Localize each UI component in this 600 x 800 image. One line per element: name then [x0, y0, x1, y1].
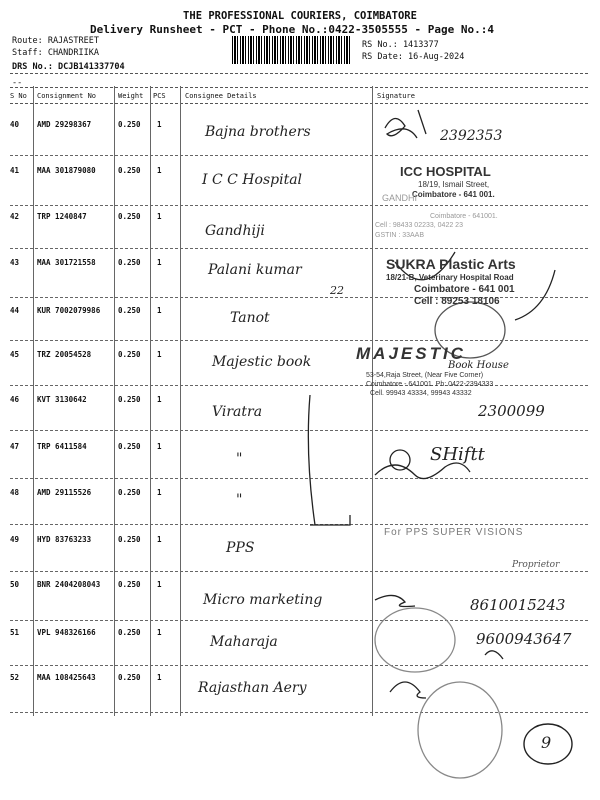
row-consignee: Gandhiji	[205, 223, 265, 239]
row-consignment: BNR 2404208043	[37, 580, 101, 589]
gandhi-stamp-gstin: GSTIN : 33AAB	[375, 232, 425, 239]
gandhi-stamp-address: Coimbatore - 641001.	[430, 213, 498, 220]
majestic-stamp-address: 53-54,Raja Street, (Near Five Corner)	[366, 372, 484, 379]
row-pcs: 1	[157, 350, 162, 359]
gandhi-stamp-cell: Cell : 98433 02233, 0422 23	[375, 222, 463, 229]
row-weight: 0.250	[118, 258, 141, 267]
row-signature: 22	[330, 284, 344, 297]
row-pcs: 1	[157, 120, 162, 129]
row-consignee: Maharaja	[210, 634, 278, 650]
col-weight: Weight	[118, 92, 144, 100]
majestic-stamp-name: MAJESTIC	[356, 344, 466, 363]
row-signature: 2300099	[478, 402, 545, 420]
row-pcs: 1	[157, 535, 162, 544]
row-pcs: 1	[157, 442, 162, 451]
row-weight: 0.250	[118, 628, 141, 637]
drs-number: DRS No.: DCJB141337704	[12, 62, 125, 72]
row-signature: SHiftt	[430, 444, 485, 465]
row-consignment: TRZ 20054528	[37, 350, 92, 359]
row-weight: 0.250	[118, 488, 141, 497]
col-signature: Signature	[377, 92, 415, 100]
row-sno: 49	[10, 535, 20, 544]
row-consignment: HYD 83763233	[37, 535, 92, 544]
row-consignment: TRP 1240847	[37, 212, 87, 221]
majestic-stamp-cell: Cell. 99943 43334, 99943 43332	[370, 390, 472, 397]
row-consignee: "	[236, 492, 243, 508]
row-weight: 0.250	[118, 350, 141, 359]
sukra-stamp-name: SUKRA Plastic Arts	[386, 256, 516, 272]
row-consignment: AMD 29298367	[37, 120, 92, 129]
row-sno: 47	[10, 442, 20, 451]
gandhi-stamp-name: GANDHI	[382, 193, 418, 203]
icc-stamp-address: 18/19, Ismail Street,	[418, 180, 490, 189]
row-sno: 43	[10, 258, 20, 267]
col-consignment: Consignment No	[37, 92, 97, 100]
col-consignee: Consignee Details	[185, 92, 257, 100]
col-pcs: PCS	[153, 92, 166, 100]
row-sno: 44	[10, 306, 20, 315]
row-sno: 40	[10, 120, 20, 129]
row-weight: 0.250	[118, 306, 141, 315]
row-weight: 0.250	[118, 580, 141, 589]
sukra-stamp-cell: Cell : 89253 18106	[414, 296, 500, 307]
majestic-stamp-sub: Book House	[448, 360, 509, 371]
row-weight: 0.250	[118, 395, 141, 404]
row-pcs: 1	[157, 212, 162, 221]
row-pcs: 1	[157, 673, 162, 682]
bottom-circled-mark: 9	[541, 733, 552, 752]
row-consignee: I C C Hospital	[202, 172, 303, 188]
row-sno: 50	[10, 580, 20, 589]
row-signature: 2392353	[440, 128, 503, 144]
row-pcs: 1	[157, 306, 162, 315]
row-pcs: 1	[157, 628, 162, 637]
pps-stamp-name: For PPS SUPER VISIONS	[384, 527, 524, 538]
row-signature: 8610015243	[470, 596, 566, 614]
sukra-stamp-address: 18/21-B, Veterinary Hospital Road	[386, 273, 514, 282]
row-signature: 9600943647	[476, 630, 572, 648]
row-pcs: 1	[157, 395, 162, 404]
row-sno: 51	[10, 628, 20, 637]
row-consignee: Bajna brothers	[205, 124, 311, 140]
pps-stamp-proprietor: Proprietor	[512, 560, 560, 570]
icc-stamp-name: ICC HOSPITAL	[400, 164, 491, 179]
row-consignee: Palani kumar	[208, 262, 302, 278]
icc-stamp-city: Coimbatore - 641 001.	[412, 190, 495, 199]
staff: Staff: CHANDRIIKA	[12, 48, 99, 58]
row-weight: 0.250	[118, 212, 141, 221]
row-consignee: Tanot	[230, 310, 270, 326]
row-consignment: MAA 108425643	[37, 673, 96, 682]
row-sno: 42	[10, 212, 20, 221]
row-consignment: AMD 29115526	[37, 488, 92, 497]
row-weight: 0.250	[118, 120, 141, 129]
row-pcs: 1	[157, 258, 162, 267]
row-weight: 0.250	[118, 442, 141, 451]
col-sno: S No	[10, 92, 27, 100]
sukra-stamp-city: Coimbatore - 641 001	[414, 284, 515, 295]
row-consignment: KUR 7002079986	[37, 306, 101, 315]
row-consignee: Majestic book	[212, 354, 312, 370]
row-consignment: VPL 948326166	[37, 628, 96, 637]
runsheet-title: Delivery Runsheet - PCT - Phone No.:0422-3505555 - Page No.:4	[90, 23, 494, 36]
row-consignee: Viratra	[212, 404, 263, 420]
row-weight: 0.250	[118, 535, 141, 544]
row-pcs: 1	[157, 166, 162, 175]
row-consignment: TRP 6411584	[37, 442, 87, 451]
row-consignment: KVT 3130642	[37, 395, 87, 404]
row-consignee: Micro marketing	[203, 592, 323, 608]
row-weight: 0.250	[118, 166, 141, 175]
company-title: THE PROFESSIONAL COURIERS, COIMBATORE	[183, 10, 417, 22]
dash-mark: --	[12, 78, 23, 88]
row-sno: 45	[10, 350, 20, 359]
row-consignee: "	[236, 451, 243, 467]
rs-number: RS No.: 1413377	[362, 40, 439, 50]
majestic-stamp-city: Coimbatore - 641001. Ph: 0422-2394333	[366, 381, 494, 388]
row-sno: 41	[10, 166, 20, 175]
row-consignment: MAA 301721558	[37, 258, 96, 267]
row-consignee: Rajasthan Aery	[198, 680, 307, 696]
row-weight: 0.250	[118, 673, 141, 682]
row-pcs: 1	[157, 488, 162, 497]
row-sno: 48	[10, 488, 20, 497]
row-consignment: MAA 301879080	[37, 166, 96, 175]
rs-date: RS Date: 16-Aug-2024	[362, 52, 465, 62]
row-pcs: 1	[157, 580, 162, 589]
row-consignee: PPS	[226, 540, 255, 556]
row-sno: 46	[10, 395, 20, 404]
row-sno: 52	[10, 673, 20, 682]
route: Route: RAJASTREET	[12, 36, 99, 46]
